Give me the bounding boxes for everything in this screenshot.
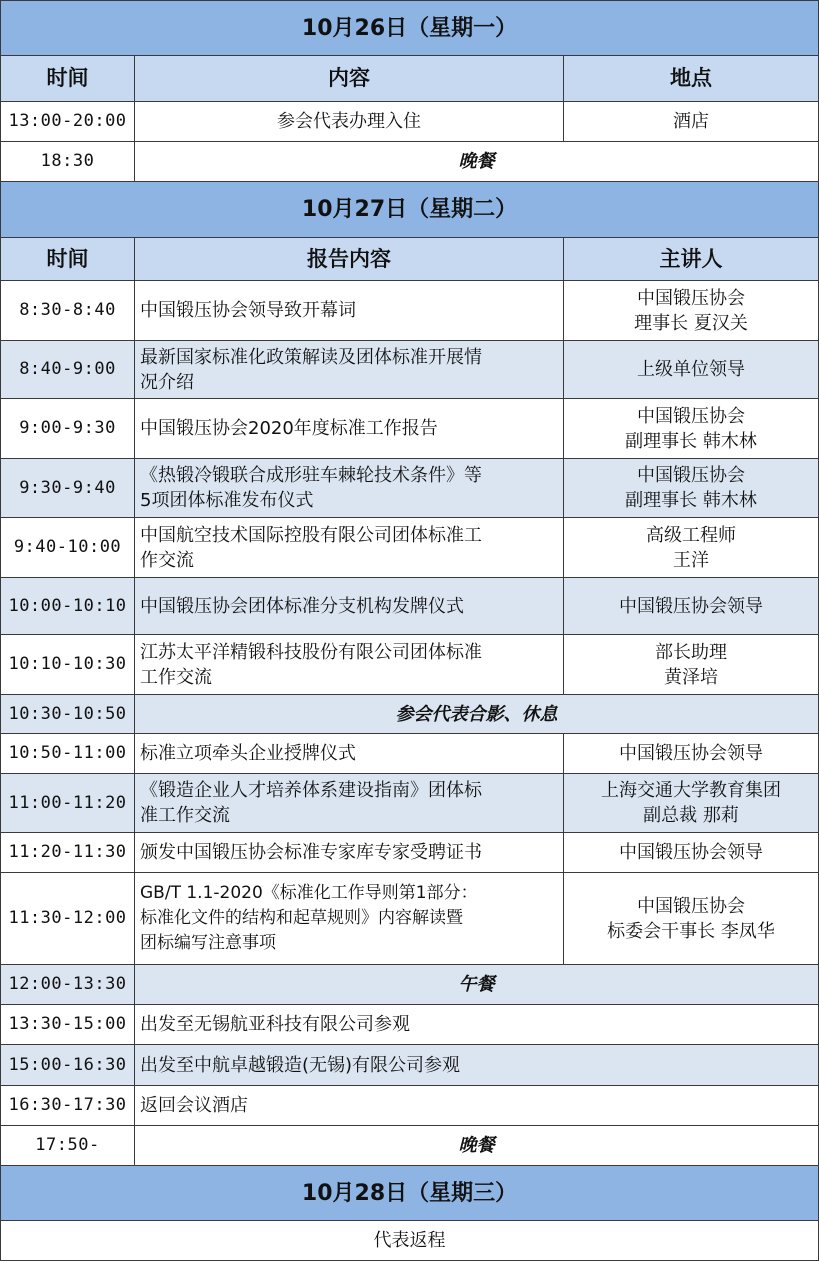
speaker-line: 中国锻压协会领导: [619, 743, 764, 764]
day-header-row: [1, 1166, 819, 1221]
table-row: [1, 341, 819, 399]
table-row: [1, 635, 819, 695]
time-cell: 8:40-9:00: [1, 341, 135, 399]
time-cell: 10:00-10:10: [1, 578, 135, 635]
content-cell: 返回会议酒店: [135, 1086, 819, 1126]
content-cell: [135, 578, 564, 635]
day-title: 10月26日（星期一）: [1, 1, 819, 56]
column-header-row: [1, 56, 819, 102]
event-cell: 参会代表合影、休息: [135, 695, 819, 734]
content-cell: [135, 341, 564, 399]
content-line: 颁发中国锻压协会标准专家库专家受聘证书: [140, 842, 482, 863]
speaker-line: 中国锻压协会: [637, 465, 746, 486]
table-row: [1, 774, 819, 833]
time-cell: 9:40-10:00: [1, 518, 135, 578]
speaker-line: 上级单位领导: [637, 359, 746, 380]
speaker-line: 标委会干事长 李凤华: [607, 920, 775, 942]
time-cell: 11:20-11:30: [1, 833, 135, 873]
content-cell: [135, 873, 564, 965]
time-cell: 9:30-9:40: [1, 459, 135, 518]
content-cell: [135, 774, 564, 833]
content-line: 《热锻冷锻联合成形驻车棘轮技术条件》等: [140, 465, 482, 486]
content-line: 况介绍: [140, 371, 194, 393]
speaker-line: 上海交通大学教育集团: [601, 780, 782, 801]
table-row: [1, 281, 819, 341]
content-line: 准工作交流: [140, 805, 230, 826]
speaker-line: 副理事长 韩木林: [625, 430, 757, 452]
table-row: [1, 695, 819, 734]
day-header-row: [1, 1, 819, 56]
speaker-cell: [564, 399, 819, 459]
content-line: 标准化文件的结构和起草规则》内容解读暨: [140, 908, 463, 928]
speaker-line: 中国锻压协会: [637, 895, 746, 917]
speaker-cell: [564, 341, 819, 399]
content-line: 工作交流: [140, 666, 212, 688]
content-cell: [135, 635, 564, 695]
time-cell: 13:30-15:00: [1, 1005, 135, 1045]
time-cell: 15:00-16:30: [1, 1045, 135, 1086]
content-line: GB/T 1.1-2020《标准化工作导则第1部分：: [140, 883, 478, 903]
speaker-cell: [564, 635, 819, 695]
content-line: 江苏太平洋精锻科技股份有限公司团体标准: [140, 641, 482, 663]
content-cell: 出发至无锡航亚科技有限公司参观: [135, 1005, 819, 1045]
event-cell: 晚餐: [135, 142, 819, 182]
table-row: [1, 873, 819, 965]
table-row: [1, 142, 819, 182]
speaker-cell: [564, 734, 819, 774]
table-row: [1, 965, 819, 1005]
speaker-cell: [564, 459, 819, 518]
event-cell: 晚餐: [135, 1126, 819, 1166]
speaker-cell: [564, 873, 819, 965]
speaker-line: 高级工程师: [646, 524, 737, 546]
speaker-cell: [564, 774, 819, 833]
speaker-line: 副总裁 那莉: [643, 805, 739, 826]
time-cell: 10:30-10:50: [1, 695, 135, 734]
content-cell: [135, 518, 564, 578]
speaker-cell: [564, 833, 819, 873]
time-cell: 11:00-11:20: [1, 774, 135, 833]
day-title: 10月28日（星期三）: [1, 1166, 819, 1221]
time-cell: 16:30-17:30: [1, 1086, 135, 1126]
column-header: 时间: [1, 56, 135, 102]
content-cell: [135, 281, 564, 341]
table-row: [1, 833, 819, 873]
column-header-row: [1, 238, 819, 281]
table-row: [1, 734, 819, 774]
table-row: [1, 518, 819, 578]
place-cell: 酒店: [564, 102, 819, 142]
speaker-line: 部长助理: [655, 641, 728, 663]
speaker-cell: [564, 518, 819, 578]
table-row: [1, 1086, 819, 1126]
content-line: 中国锻压协会2020年度标准工作报告: [140, 418, 438, 439]
note-cell: 代表返程: [1, 1221, 819, 1261]
column-header: 时间: [1, 238, 135, 281]
content-line: 标准立项牵头企业授牌仪式: [140, 743, 356, 764]
table-row: [1, 578, 819, 635]
content-cell: [135, 734, 564, 774]
time-cell: 11:30-12:00: [1, 873, 135, 965]
time-cell: 18:30: [1, 142, 135, 182]
content-line: 最新国家标准化政策解读及团体标准开展情: [140, 346, 482, 368]
speaker-line: 中国锻压协会: [637, 287, 746, 309]
event-cell: 午餐: [135, 965, 819, 1005]
table-row: [1, 1005, 819, 1045]
speaker-line: 中国锻压协会领导: [619, 842, 764, 863]
speaker-line: 中国锻压协会领导: [619, 595, 764, 617]
time-cell: 10:50-11:00: [1, 734, 135, 774]
time-cell: 10:10-10:30: [1, 635, 135, 695]
column-header: 主讲人: [564, 238, 819, 281]
column-header: 报告内容: [135, 238, 564, 281]
content-cell: [135, 833, 564, 873]
content-line: 团标编写注意事项: [140, 933, 276, 953]
time-cell: 13:00-20:00: [1, 102, 135, 142]
content-line: 《锻造企业人才培养体系建设指南》团体标: [140, 780, 482, 801]
content-cell: 出发至中航卓越锻造(无锡)有限公司参观: [135, 1045, 819, 1086]
content-cell: [135, 399, 564, 459]
speaker-line: 中国锻压协会: [637, 405, 746, 427]
time-cell: 8:30-8:40: [1, 281, 135, 341]
speaker-line: 黄泽培: [664, 666, 719, 688]
content-line: 作交流: [140, 549, 194, 571]
speaker-cell: [564, 281, 819, 341]
table-row: [1, 1045, 819, 1086]
table-row: [1, 399, 819, 459]
content-cell: 参会代表办理入住: [135, 102, 564, 142]
time-cell: 12:00-13:30: [1, 965, 135, 1005]
content-line: 中国锻压协会团体标准分支机构发牌仪式: [140, 595, 464, 617]
speaker-cell: [564, 578, 819, 635]
speaker-line: 副理事长 韩木林: [625, 490, 757, 511]
table-row: [1, 1126, 819, 1166]
speaker-line: 理事长 夏汉关: [634, 312, 748, 334]
table-row: [1, 1221, 819, 1261]
day-title: 10月27日（星期二）: [1, 182, 819, 238]
table-row: [1, 102, 819, 142]
table-row: [1, 459, 819, 518]
content-line: 中国锻压协会领导致开幕词: [140, 300, 356, 321]
content-cell: [135, 459, 564, 518]
column-header: 内容: [135, 56, 564, 102]
time-cell: 17:50-: [1, 1126, 135, 1166]
speaker-line: 王洋: [673, 549, 710, 571]
day-header-row: [1, 182, 819, 238]
column-header: 地点: [564, 56, 819, 102]
content-line: 中国航空技术国际控股有限公司团体标准工: [140, 524, 482, 546]
time-cell: 9:00-9:30: [1, 399, 135, 459]
content-line: 5项团体标准发布仪式: [140, 490, 314, 511]
